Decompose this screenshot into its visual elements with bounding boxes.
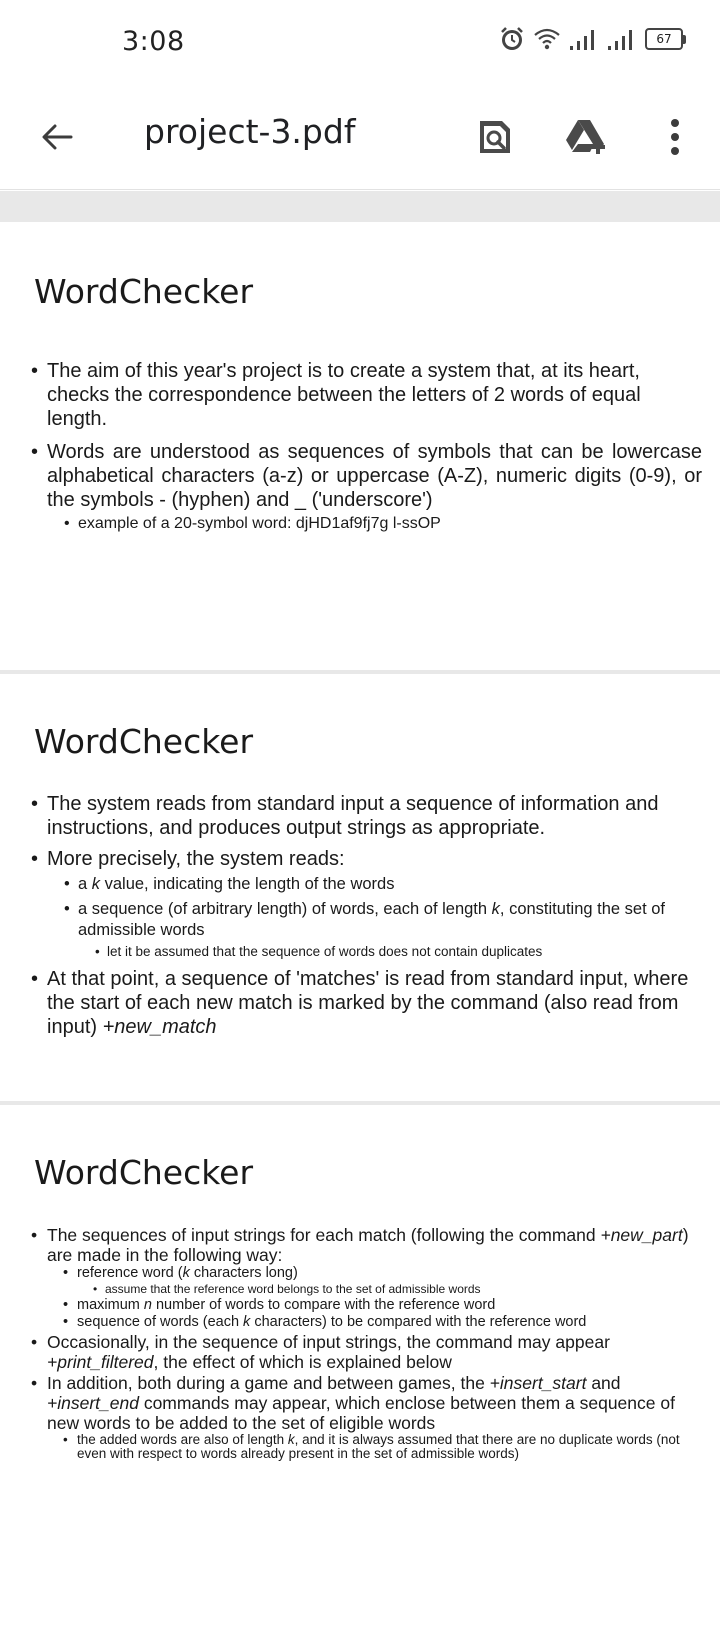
back-button[interactable] [32, 112, 82, 162]
find-in-page-icon [477, 118, 513, 156]
list-item: • At that point, a sequence of 'matches' is read from standard input, where the start of each new match is marked by the command (also read from input) +new_match [47, 967, 707, 1039]
bullet-list [47, 359, 702, 534]
alarm-icon [499, 26, 525, 52]
list-item: • reference word (k characters long) • assume that the reference word belongs to the set of admissible words [77, 1265, 702, 1297]
document-title: project-3.pdf [144, 112, 356, 151]
add-to-drive-icon [564, 118, 610, 156]
battery-level: 67 [645, 28, 683, 50]
slide-title: WordChecker [34, 272, 254, 311]
list-item: • the added words are also of length k, and it is always assumed that there are no duplicate words (not even with respect to words already present in the set of admissible words) [77, 1433, 702, 1461]
bullet-list [47, 792, 707, 1039]
pdf-page-2 [0, 674, 720, 1101]
list-item: • a k value, indicating the length of the words [78, 874, 707, 895]
add-to-drive-button[interactable] [562, 112, 612, 162]
list-item: • let it be assumed that the sequence of words does not contain duplicates [107, 943, 707, 961]
arrow-back-icon [39, 119, 75, 155]
pdf-page-3 [0, 1105, 720, 1640]
scroll-indicator[interactable] [287, 1634, 432, 1640]
find-in-document-button[interactable] [470, 112, 520, 162]
slide-title: WordChecker [34, 722, 254, 761]
wifi-icon [533, 26, 561, 52]
list-item: • In addition, both during a game and between games, the +insert_start and +insert_end commands may appear, which enclose between them a sequence of new words to be added to the set of eligible words • the added words are also of length k, and it is always assumed that there are no duplicate words (not even with respect to words already present in the set of admissible words) [47, 1373, 702, 1461]
status-icons [499, 26, 686, 52]
list-item [47, 847, 707, 961]
list-item: • sequence of words (each k characters) to be compared with the reference word [77, 1314, 702, 1331]
list-item: • The sequences of input strings for each match (following the command +new_part) are made in the following way: • reference word (k characters long) • assume that the reference word belongs to the set of admissible words • maximum n number of words to compare with the reference word • sequence of words (each k characters) to be compared with the reference word [47, 1225, 702, 1331]
signal-icon-2 [607, 27, 637, 51]
list-item: • example of a 20-symbol word: djHD1af9fj7g l-ssOP [78, 514, 702, 534]
signal-icon-1 [569, 27, 599, 51]
list-item: • assume that the reference word belongs to the set of admissible words [105, 1282, 702, 1297]
pdf-page-1 [0, 222, 720, 670]
more-vert-icon [669, 118, 681, 156]
more-options-button[interactable] [650, 112, 700, 162]
list-item-text: More precisely, the system reads: [47, 848, 345, 870]
list-item: • a sequence (of arbitrary length) of words, each of length k, constituting the set of admissible words • let it be assumed that the sequence of words does not contain duplicates [78, 899, 707, 961]
status-time: 3:08 [122, 26, 185, 57]
list-item: • Occasionally, in the sequence of input strings, the command may appear +print_filtered, the effect of which is explained below [47, 1332, 702, 1372]
list-item-text: Words are understood as sequences of symbols that can be lowercase alphabetical characters (a-z) or uppercase (A-Z), numeric digits (0-9), or the symbols - (hyphen) and _ ('underscore') [47, 441, 702, 511]
list-item: • The system reads from standard input a sequence of information and instructions, and produces output strings as appropriate. [47, 792, 707, 840]
battery-icon [645, 28, 686, 50]
app-bar [0, 84, 720, 190]
pdf-viewer[interactable] [0, 191, 720, 1640]
list-item: • maximum n number of words to compare with the reference word [77, 1297, 702, 1314]
status-bar [0, 0, 720, 84]
list-item [47, 440, 702, 534]
slide-title: WordChecker [34, 1153, 254, 1192]
list-item: • The aim of this year's project is to create a system that, at its heart, checks the correspondence between the letters of 2 words of equal length. [47, 359, 702, 431]
bullet-list [47, 1225, 702, 1461]
